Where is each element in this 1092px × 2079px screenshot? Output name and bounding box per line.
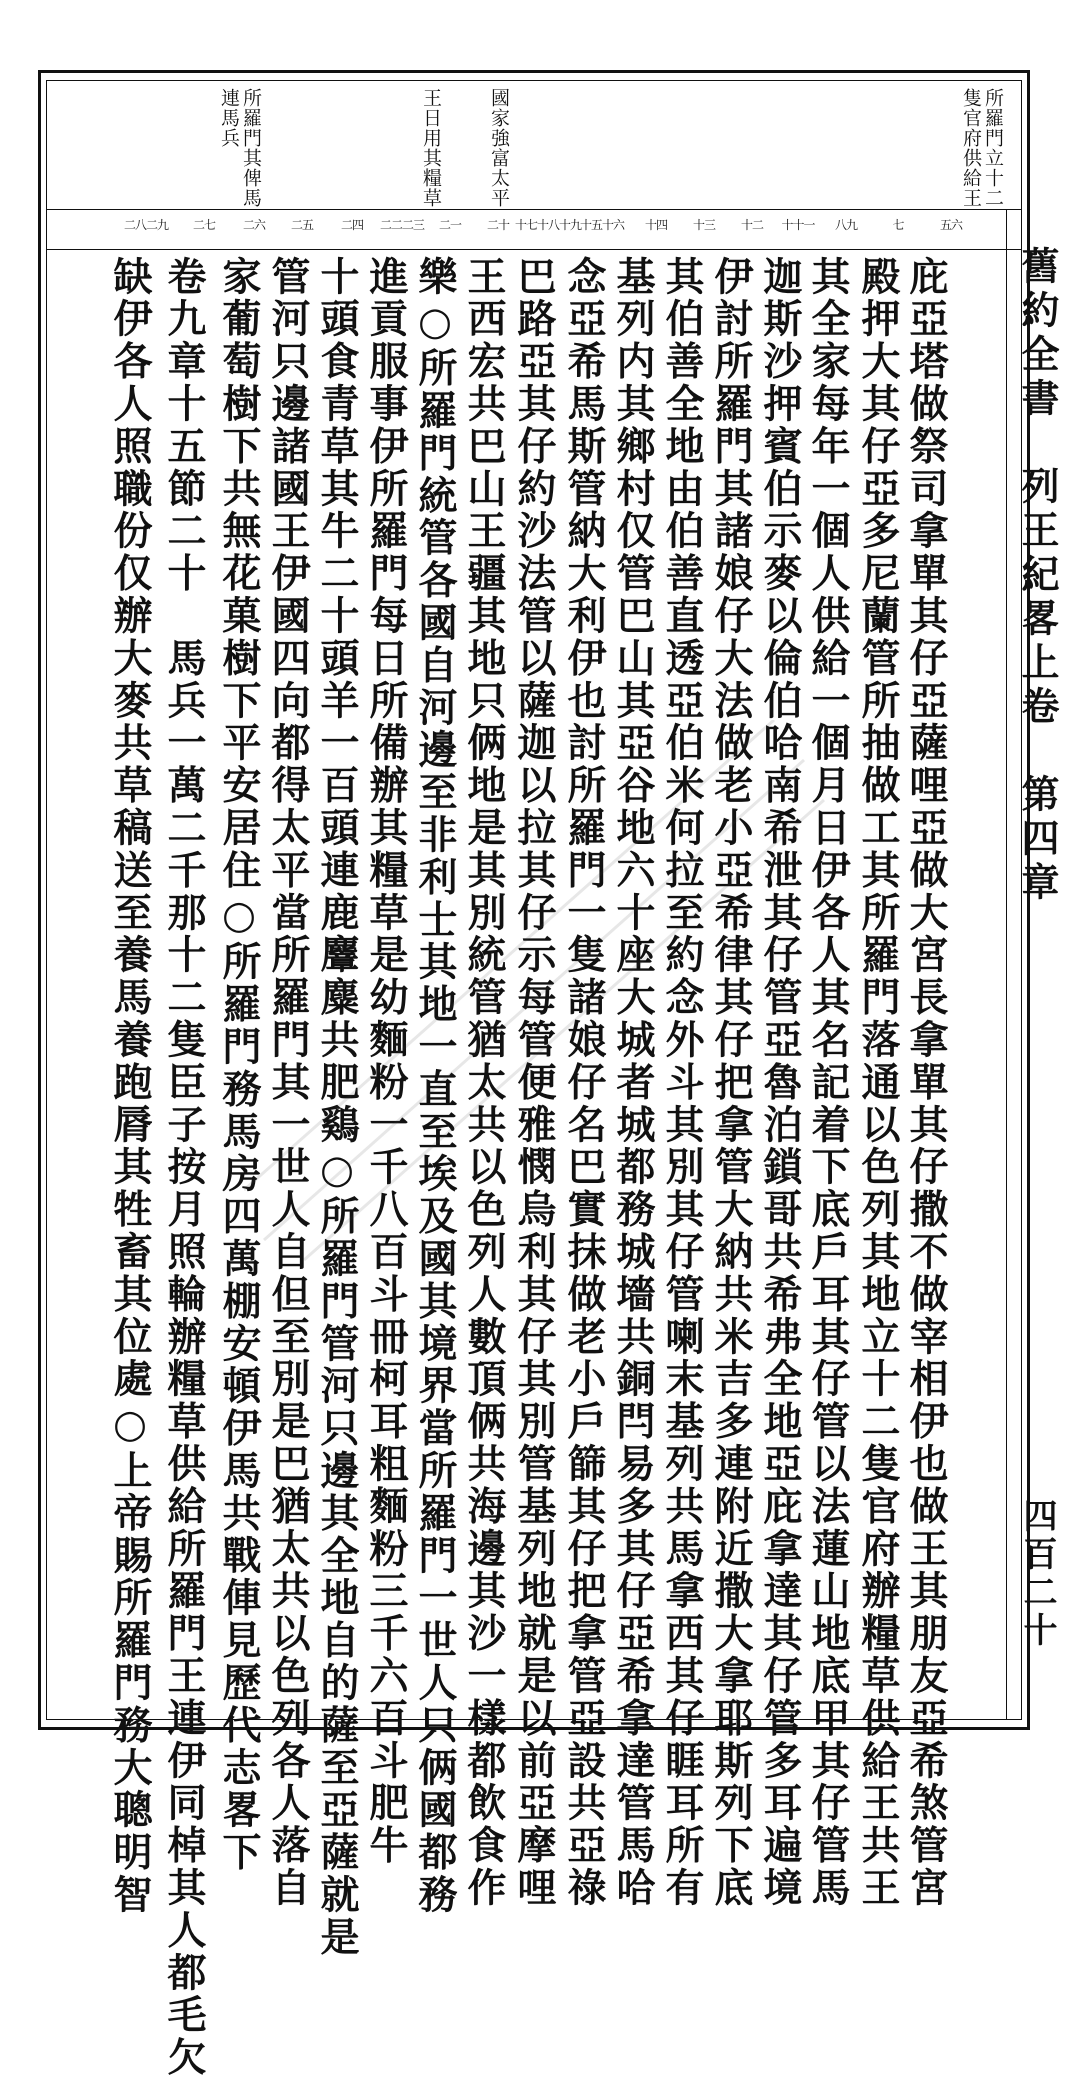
- text-column: 管河只邊諸國王伊國四向都得太平當所羅門其一世人自但至別是巴猶太共以色列各人落自: [265, 256, 311, 1910]
- text-column: 殿押大其仔亞多尼蘭管所抽做工其所羅門落通以色列其地立十二隻官府辦糧草供給王共王: [855, 256, 901, 1910]
- line-number: 二一: [438, 218, 462, 232]
- line-number: 十四: [644, 218, 668, 232]
- line-number: 二十: [486, 218, 510, 232]
- line-number: 五六: [939, 218, 963, 232]
- line-number: 二六: [242, 218, 266, 232]
- text-column: 其全家每年一個人供給一個月日伊各人其名記着下底戶耳其仔管以法蓮山地底甲其仔管馬: [805, 256, 851, 1910]
- top-note-4: 所羅門其俾馬連馬兵: [218, 88, 262, 208]
- line-number: 二四: [340, 218, 364, 232]
- page: [24, 70, 1076, 2079]
- text-column: 進貢服事伊所羅門每日所備辦其糧草是幼麵粉一千八百斗冊柯耳粗麵粉三千六百斗肥牛: [363, 256, 409, 1868]
- text-column: 伊討所羅門其諸娘仔大法做老小亞希律其仔把拿管大納共米吉多連附近撒大拿耶斯列下底: [708, 256, 754, 1910]
- line-number: 七: [892, 218, 904, 232]
- top-note-2: 國家強富太平: [488, 88, 510, 208]
- top-annotation-band: [46, 80, 1022, 210]
- text-column: 基列内其鄉村仅管巴山其亞谷地六十座大城者城都務城墻共銅閂易多其仔亞希拿達管馬哈: [610, 256, 656, 1910]
- line-number: 二八二九: [123, 218, 169, 232]
- line-number: 十二: [740, 218, 764, 232]
- text-column: 家葡萄樹下共無花菓樹下平安居住○所羅門務馬房四萬棚安頓伊馬共戰俥見歷代志畧下: [216, 256, 262, 1875]
- text-column: 巴路亞其仔約沙法管以薩迦以拉其仔示每管便雅憫烏利其仔其別管基列地就是以前亞摩哩: [511, 256, 557, 1910]
- text-column: 念亞希馬斯管納大利伊也討所羅門一隻諸娘仔名巴實抹做老小戶篩其仔把拿管亞設共亞祿: [561, 256, 607, 1910]
- text-column: 迦斯沙押賓伯示麥以倫伯哈南希泄其仔管亞魯泊鎖哥共希弗全地亞庇拿達其仔管多耳遍境: [757, 256, 803, 1910]
- text-column: 樂○所羅門統管各國自河邊至非利士其地一直至埃及國其境界當所羅門一世人只俩國都務: [412, 256, 458, 1917]
- text-column: 庇亞塔做祭司拿單其仔亞薩哩亞做大宮長拿單其仔撒不做宰相伊也做王其朋友亞希煞管宮: [903, 256, 949, 1910]
- line-number: 二五: [290, 218, 314, 232]
- line-number: 十三: [692, 218, 716, 232]
- running-title: 舊約全書 列王紀畧上卷 第四章: [1015, 246, 1060, 906]
- line-number: 二七: [192, 218, 216, 232]
- top-note-3: 王日用其糧草: [420, 88, 442, 208]
- text-column: 王西宏共巴山王疆其地只俩地是其別統管猶太共以色列人數頂俩共海邊其沙一樣都飲食作: [461, 256, 507, 1910]
- text-column: 其伯善全地由伯善直透亞伯米何拉至約念外斗其別其仔管喇末基列共馬拿西其仔睚耳所有: [659, 256, 705, 1910]
- top-note-1: 所羅門立十二隻官府供給王: [960, 88, 1004, 208]
- line-number: 十五十六: [579, 218, 625, 232]
- text-column: 十頭食青草其牛二十頭羊一百頭連鹿麞麋共肥鷄○所羅門管河只邊其全地自的薩至亞薩就是: [314, 256, 360, 1959]
- line-number: 二二二三: [379, 218, 425, 232]
- text-column: 卷九章十五節二十 馬兵一萬二千那十二隻臣子按月照輪辦糧草供給所羅門王連伊同棹其人都毛欠: [161, 256, 207, 2079]
- running-head: [1006, 210, 1068, 1720]
- line-number-band: [46, 210, 1022, 250]
- line-number: 十十一: [781, 218, 815, 232]
- page-number: 四百二十: [1017, 1498, 1057, 1650]
- line-number: 十七十八十九: [514, 218, 582, 232]
- text-column: 缺伊各人照職份仅辦大麥共草稿送至養馬養跑脣其牲畜其位處○上帝賜所羅門務大聰明智: [107, 256, 153, 1917]
- line-number: 八九: [834, 218, 858, 232]
